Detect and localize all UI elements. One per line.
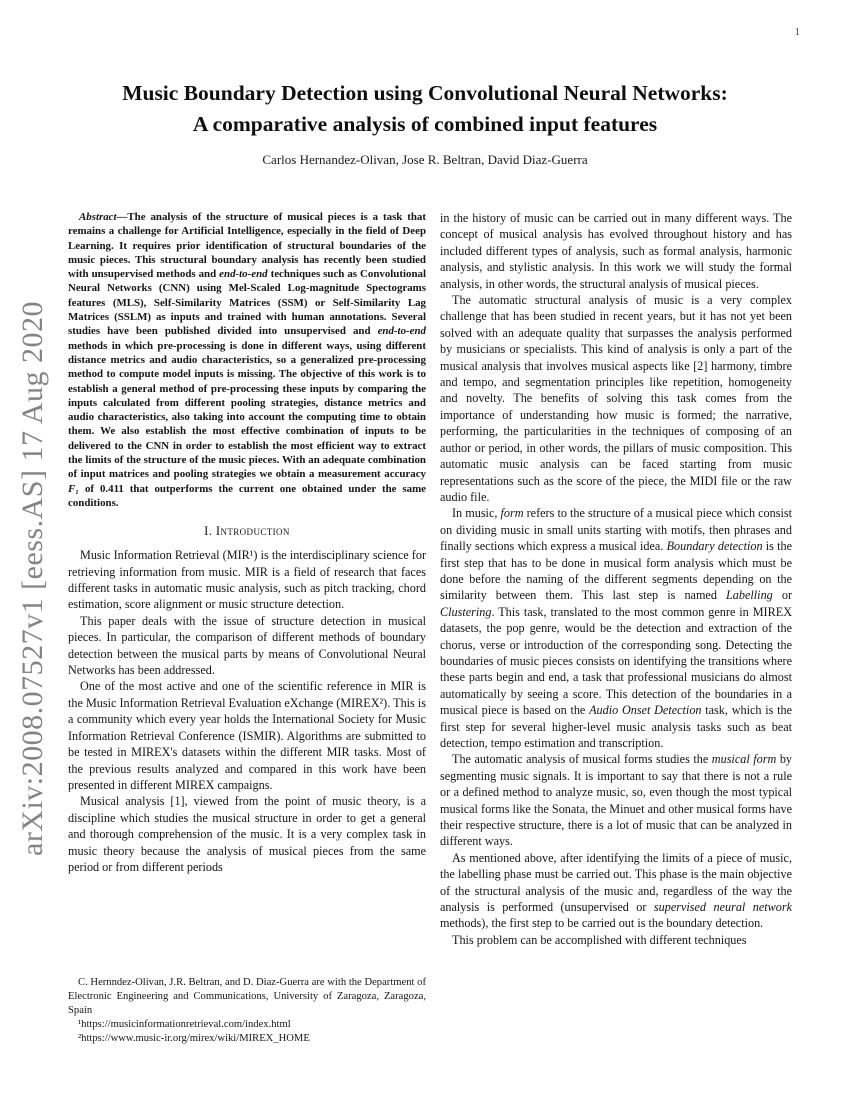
paragraph: in the history of music can be carried out in many different ways. The concept of musical analysis has evolved throughout history and has included different types of analysis, such as formal analysis, harmonic analysis, and stylistic analysis. In this work we will study the formal analysis, in other words, the structural analysis of musical pieces. bbox=[440, 211, 792, 291]
footnote-block bbox=[68, 976, 426, 1046]
footnote-link-1[interactable]: ¹https://musicinformationretrieval.com/index.html bbox=[78, 1018, 291, 1030]
paragraph: The automatic structural analysis of music is a very complex challenge that has been studied in recent years, but it has not yet been solved with an adequate quality that surpasses the analysis performed by musicians or specialists. This kind of analysis is only a part of the musical analysis that involves musical aspects like [2] harmony, timbre and tempo, and segmentation principles like repetition, homogeneity and novelty. The benefits of solving this task comes from the importance of understanding how music is formed; the narrative, performing, the particularities in the techniques of composing of an author or period, in other words, the pillars of music composition. This automatic music analysis can be faced starting from music representations such as the score of the piece, the MIDI file or the raw audio file. bbox=[440, 293, 792, 504]
paragraph: In music, form refers to the structure of a musical piece which consist on dividing music in small units starting with motifs, then phrases and finally sections which express a musical idea. Boundary detection is the first step that has to be done in musical form analysis which must be done before the naming of the different segments depending on the similarity between them. This last step is named Labelling or Clustering. This task, translated to the most common genre in MIREX datasets, the pop genre, would be the detection and extraction of the chorus, verse or introduction of the corresponding song. Detecting the boundaries of music pieces consists on identifying the transitions where these parts begin and end, a task that professional musicians do almost automatically by seeing a score. This detection of the boundaries in a musical piece is based on the Audio Onset Detection task, which is the first step for several higher-level music analysis tasks such as beat detection, tempo estimation and transcription. bbox=[440, 506, 793, 750]
paragraph: Music Information Retrieval (MIR¹) is the interdisciplinary science for retrieving information from music. MIR is a field of research that faces different tasks in automatic music analysis, such as pitch tracking, chord estimation, score alignment or music structure detection. bbox=[68, 548, 426, 612]
paper-title bbox=[0, 78, 850, 140]
footnote-link-2[interactable]: ²https://www.music-ir.org/mirex/wiki/MIREX_HOME bbox=[78, 1032, 310, 1044]
footnote-affiliation: C. Hernndez-Olivan, J.R. Beltran, and D. Diaz-Guerra are with the Department of Electronic Engineering and Communications, University of Zaragoza, Zaragoza, Spain bbox=[68, 977, 426, 1016]
paragraph: The automatic analysis of musical forms studies the musical form by segmenting music signals. It is important to say that there is not a rule or a defined method to analyze music, so, even though the most typical musical forms like the Sonata, the Minuet and other musical forms have their respective structure, there is a lot of music that can be analyzed in different ways. bbox=[440, 752, 793, 849]
paragraph: Musical analysis [1], viewed from the point of music theory, is a discipline which studies the musical structure in order to get a general and thorough comprehension of the music. It is a very complex task in music theory because the analysis of musical pieces from the same period or from different periods bbox=[68, 794, 426, 874]
column-left bbox=[68, 210, 426, 875]
paragraph: This paper deals with the issue of structure detection in musical pieces. In particular, the comparison of different methods of boundary detection between the musical parts by means of Convolutional Neural Networks has been addressed. bbox=[68, 613, 426, 678]
paper-title-line1: Music Boundary Detection using Convolutional Neural Networks: bbox=[122, 81, 728, 105]
abstract: Abstract—The analysis of the structure of musical pieces is a task that remains a challenge for Artificial Intelligence, especially in the field of Deep Learning. It requires prior identification of structural boundaries of the music pieces. This structural boundary analysis has recently been studied with unsupervised methods and end-to-end techniques such as Convolutional Neural Networks (CNN) using Mel-Scaled Log-magnitude Spectograms features (MLS), Self-Similarity Matrices (SSM) or Self-Similarity Lag Matrices (SSLM) as inputs and trained with human annotations. Several studies have been published divided into unsupervised and end-to-end methods in which pre-processing is done in different ways, using different distance metrics and audio characteristics, so a generalized pre-processing method to compute model inputs is missing. The objective of this work is to establish a general method of pre-processing these inputs by comparing the inputs calculated from different pooling strategies, distance metrics and audio characteristics, also taking into account the computing time to obtain them. We also establish the most effective combination of inputs to be delivered to the CNN in order to establish the most efficient way to extract the limits of the structure of the music pieces. With an adequate combination of input matrices and pooling strategies we obtain a measurement accuracy F₁ of 0.411 that outperforms the current one obtained under the same conditions. bbox=[68, 211, 426, 509]
page-number: 1 bbox=[794, 26, 800, 38]
paragraph: This problem can be accomplished with different techniques bbox=[452, 932, 747, 947]
section-heading-introduction: I. Introduction bbox=[204, 524, 290, 539]
paragraph: One of the most active and one of the scientific reference in MIR is the Music Information Retrieval Evaluation eXchange (MIREX²). This is a community which every year holds the International Society for Music Information Retrieval Conference (ISMIR). Algorithms are submitted to be tested in MIREX's datasets within the different MIR tasks. Most of the previous results analyzed and compared in this work have been presented in different MIREX campaigns. bbox=[68, 679, 426, 792]
paragraph: As mentioned above, after identifying the limits of a piece of music, the labelling phase must be carried out. This phase is the main objective of the structural analysis of the music and, regardless of the way the analysis is performed (unsupervised or supervised neural network methods), the first step to be carried out is the boundary detection. bbox=[440, 850, 793, 931]
arxiv-watermark: arXiv:2008.07527v1 [eess.AS] 17 Aug 2020 bbox=[16, 301, 49, 856]
paper-title-line2: A comparative analysis of combined input features bbox=[192, 112, 658, 136]
title-block bbox=[0, 78, 850, 168]
paper-authors: Carlos Hernandez-Olivan, Jose R. Beltran, David Diaz-Guerra bbox=[262, 152, 588, 167]
column-right bbox=[440, 210, 792, 948]
